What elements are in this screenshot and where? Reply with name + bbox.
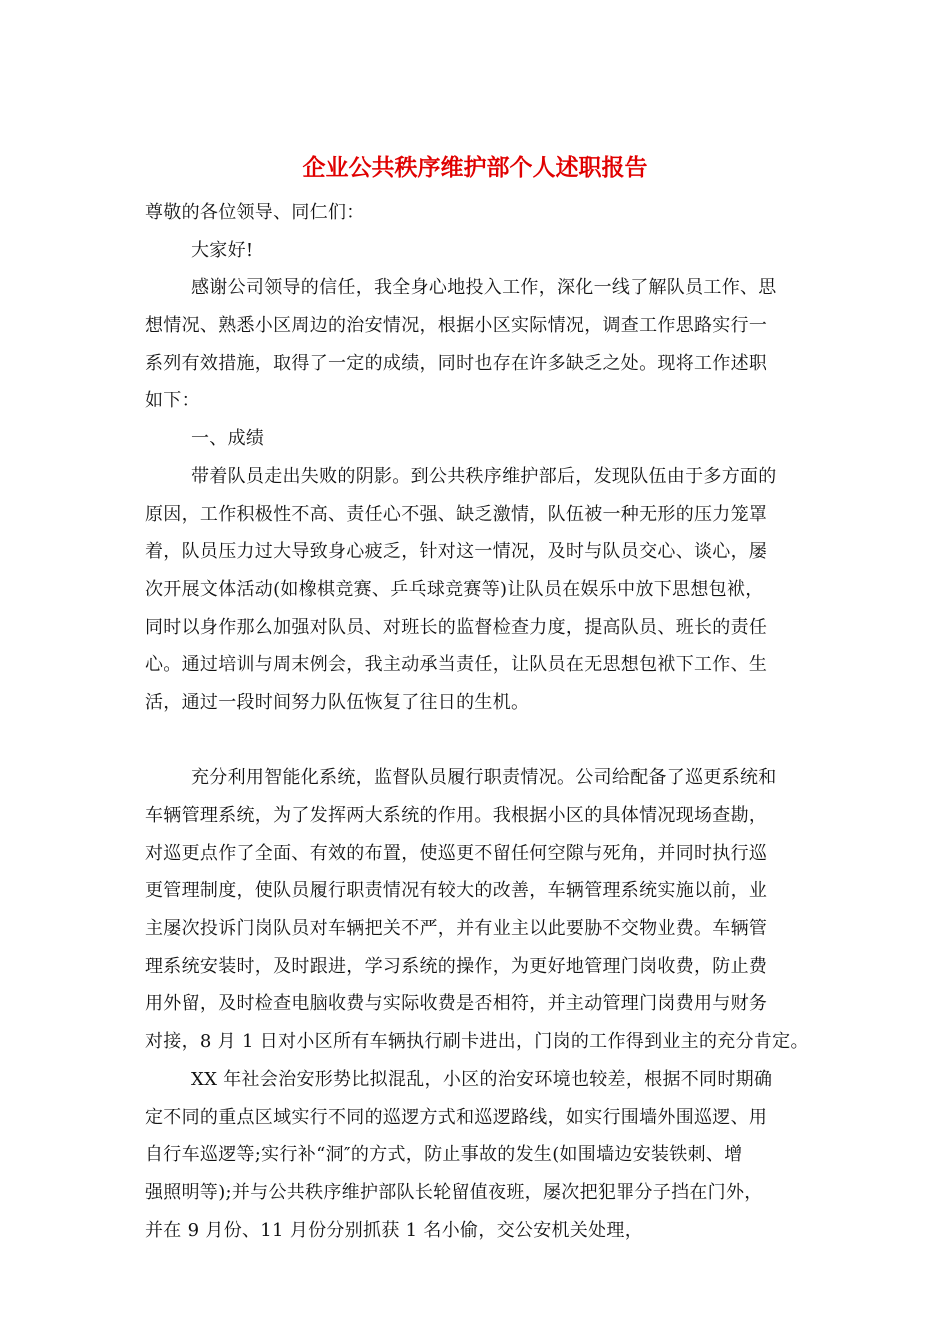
paragraph-security-line: 强照明等);并与公共秩序维护部队长轮留值夜班，屡次把犯罪分子挡在门外， (145, 1181, 763, 1203)
document-body (145, 194, 810, 1249)
paragraph-systems-line: 对巡更点作了全面、有效的布置，使巡更不留任何空隙与死角，并同时执行巡 (145, 842, 768, 864)
paragraph-systems-line: 车辆管理系统，为了发挥两大系统的作用。我根据小区的具体情况现场查勘， (145, 805, 768, 826)
paragraph-team-line: 着，队员压力过大导致身心疲乏，针对这一情况，及时与队员交心、谈心，屡 (145, 541, 768, 563)
paragraph-systems-line: 对接，8 月 1 日对小区所有车辆执行刷卡进出，门岗的工作得到业主的充分肯定。 (145, 1031, 809, 1053)
paragraph-intro-line: 感谢公司领导的信任，我全身心地投入工作，深化一线了解队员工作、思 (191, 277, 777, 299)
paragraph-security-line: 自行车巡逻等;实行补“洞″的方式，防止事故的发生(如围墙边安装铁刺、增 (145, 1144, 743, 1166)
paragraph-team-line: 活，通过一段时间努力队伍恢复了往日的生机。 (145, 691, 530, 713)
paragraph-team-line: 同时以身作那么加强对队员、对班长的监督检查力度，提高队员、班长的责任 (145, 616, 768, 638)
paragraph-team-line: 次开展文体活动(如橡棋竞赛、乒乓球竞赛等)让队员在娱乐中放下思想包袱， (145, 578, 764, 600)
paragraph-systems-line: 更管理制度，使队员履行职责情况有较大的改善，车辆管理系统实施以前，业 (145, 880, 768, 902)
paragraph-spacer (145, 722, 810, 760)
paragraph-team-line: 原因，工作积极性不高、责任心不强、缺乏激情，队伍被一种无形的压力笼罩 (145, 503, 768, 525)
paragraph-security-line: 定不同的重点区域实行不同的巡逻方式和巡逻路线，如实行围墙外围巡逻、用 (145, 1106, 768, 1128)
salutation-line: 尊敬的各位领导、同仁们： (145, 202, 365, 223)
section-heading-achievements: 一、成绩 (191, 428, 265, 450)
paragraph-systems-line: 主屡次投诉门岗队员对车辆把关不严，并有业主以此要胁不交物业费。车辆管 (145, 918, 768, 940)
paragraph-intro-line: 想情况、熟悉小区周边的治安情况，根据小区实际情况，调查工作思路实行一 (145, 315, 768, 337)
paragraph-systems-line: 理系统安装时，及时跟进，学习系统的操作，为更好地管理门岗收费，防止费 (145, 955, 768, 977)
paragraph-systems-line: 充分利用智能化系统，监督队员履行职责情况。公司给配备了巡更系统和 (191, 767, 777, 789)
paragraph-security-line: 并在 9 月份、11 月份分别抓获 1 名小偷，交公安机关处理， (145, 1219, 644, 1241)
paragraph-team-line: 带着队员走出失败的阴影。到公共秩序维护部后，发现队伍由于多方面的 (191, 465, 777, 487)
paragraph-systems-line: 用外留，及时检查电脑收费与实际收费是否相符，并主动管理门岗费用与财务 (145, 993, 768, 1015)
paragraph-intro-line: 如下： (145, 390, 200, 412)
paragraph-team-line: 心。通过培训与周末例会，我主动承当责任，让队员在无思想包袱下工作、生 (145, 654, 768, 676)
paragraph-security-line: XX 年社会治安形势比拟混乱，小区的治安环境也较差，根据不同时期确 (191, 1068, 773, 1090)
paragraph-intro-line: 系列有效措施，取得了一定的成绩，同时也存在许多缺乏之处。现将工作述职 (145, 352, 768, 374)
document-title: 企业公共秩序维护部个人述职报告 (302, 154, 648, 181)
greeting-line: 大家好! (191, 239, 254, 261)
